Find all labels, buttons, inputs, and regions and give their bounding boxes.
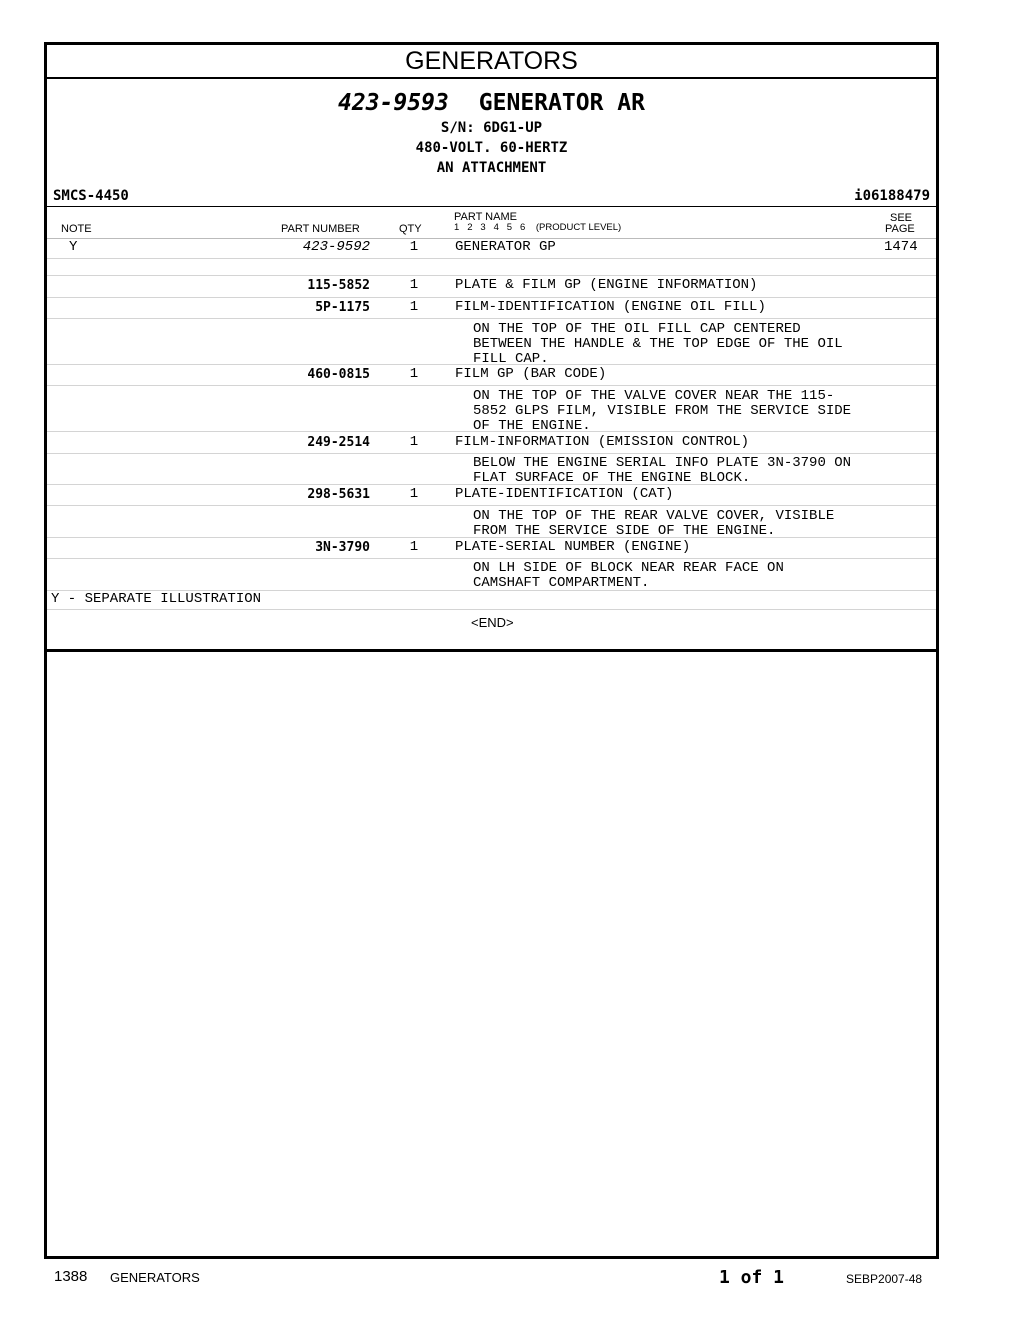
- location-note: FLAT SURFACE OF THE ENGINE BLOCK.: [473, 470, 751, 486]
- footer-doc-id: SEBP2007-48: [846, 1272, 923, 1286]
- row-divider: [47, 275, 936, 276]
- part-name: PLATE & FILM GP (ENGINE INFORMATION): [455, 277, 758, 293]
- part-number[interactable]: 3N-3790: [315, 540, 370, 555]
- header-divider: [47, 206, 936, 207]
- location-note: FROM THE SERVICE SIDE OF THE ENGINE.: [473, 523, 776, 539]
- col-product-levels: 1 2 3 4 5 6 (PRODUCT LEVEL): [454, 222, 622, 233]
- row-divider: [47, 505, 936, 506]
- part-heading: [47, 90, 936, 116]
- col-qty: QTY: [399, 223, 422, 235]
- part-number[interactable]: 298-5631: [307, 487, 370, 502]
- part-number[interactable]: 460-0815: [307, 367, 370, 382]
- row-divider: [47, 318, 936, 319]
- location-note: OF THE ENGINE.: [473, 418, 591, 434]
- row-divider: [47, 609, 936, 610]
- part-number[interactable]: 115-5852: [307, 278, 370, 293]
- row-divider: [47, 484, 936, 485]
- quantity: 1: [409, 239, 419, 255]
- col-part-name: PART NAME: [454, 211, 517, 223]
- heading-part-name: GENERATOR AR: [478, 90, 645, 116]
- smcs-code: SMCS-4450: [53, 188, 129, 204]
- see-page[interactable]: 1474: [884, 239, 918, 255]
- row-divider: [47, 258, 936, 259]
- col-see: SEE: [890, 212, 913, 224]
- row-divider: [47, 297, 936, 298]
- row-divider: [47, 558, 936, 559]
- location-note: ON THE TOP OF THE OIL FILL CAP CENTERED: [473, 321, 801, 337]
- end-divider: [47, 649, 936, 652]
- row-divider: [47, 453, 936, 454]
- row-divider: [47, 364, 936, 365]
- footer-page-number: 1388: [54, 1268, 88, 1285]
- heading-part-number: 423-9593: [338, 90, 449, 116]
- row-divider: [47, 385, 936, 386]
- illustration-id: i06188479: [854, 188, 930, 204]
- col-part-number: PART NUMBER: [281, 223, 360, 235]
- end-marker: <END>: [471, 615, 514, 630]
- quantity: 1: [409, 277, 419, 293]
- footer-section: GENERATORS: [110, 1270, 200, 1285]
- serial-range: S/N: 6DG1-UP: [440, 120, 543, 136]
- part-number[interactable]: 423-9592: [302, 239, 370, 255]
- quantity: 1: [409, 366, 419, 382]
- quantity: 1: [409, 299, 419, 315]
- row-note: Y: [69, 239, 78, 255]
- col-note: NOTE: [61, 223, 92, 235]
- location-note: ON LH SIDE OF BLOCK NEAR REAR FACE ON: [473, 560, 784, 576]
- part-name: FILM GP (BAR CODE): [455, 366, 607, 382]
- location-note: BELOW THE ENGINE SERIAL INFO PLATE 3N-3790 ON: [473, 455, 852, 471]
- footer-page-of: 1 of 1: [719, 1267, 785, 1288]
- quantity: 1: [409, 539, 419, 555]
- location-note: CAMSHAFT COMPARTMENT.: [473, 575, 650, 591]
- part-name: FILM-INFORMATION (EMISSION CONTROL): [455, 434, 750, 450]
- spec-line: 480-VOLT. 60-HERTZ: [415, 140, 568, 156]
- location-note: 5852 GLPS FILM, VISIBLE FROM THE SERVICE SIDE: [473, 403, 852, 419]
- quantity: 1: [409, 434, 419, 450]
- type-line: AN ATTACHMENT: [436, 160, 547, 176]
- row-divider: [47, 431, 936, 432]
- part-number[interactable]: 249-2514: [307, 435, 370, 450]
- location-note: BETWEEN THE HANDLE & THE TOP EDGE OF THE OIL: [473, 336, 843, 352]
- part-name: PLATE-SERIAL NUMBER (ENGINE): [455, 539, 691, 555]
- location-note: FILL CAP.: [473, 351, 549, 367]
- quantity: 1: [409, 486, 419, 502]
- section-title: GENERATORS: [47, 45, 936, 79]
- page-frame: [44, 42, 939, 1259]
- part-name: PLATE-IDENTIFICATION (CAT): [455, 486, 674, 502]
- location-note: ON THE TOP OF THE VALVE COVER NEAR THE 115-: [473, 388, 835, 404]
- part-name: GENERATOR GP: [455, 239, 556, 255]
- location-note: ON THE TOP OF THE REAR VALVE COVER, VISIBLE: [473, 508, 835, 524]
- part-number[interactable]: 5P-1175: [315, 300, 370, 315]
- col-page: PAGE: [885, 223, 915, 235]
- row-divider: [47, 537, 936, 538]
- legend-separate-illustration: Y - SEPARATE ILLUSTRATION: [51, 591, 262, 607]
- part-name: FILM-IDENTIFICATION (ENGINE OIL FILL): [455, 299, 766, 315]
